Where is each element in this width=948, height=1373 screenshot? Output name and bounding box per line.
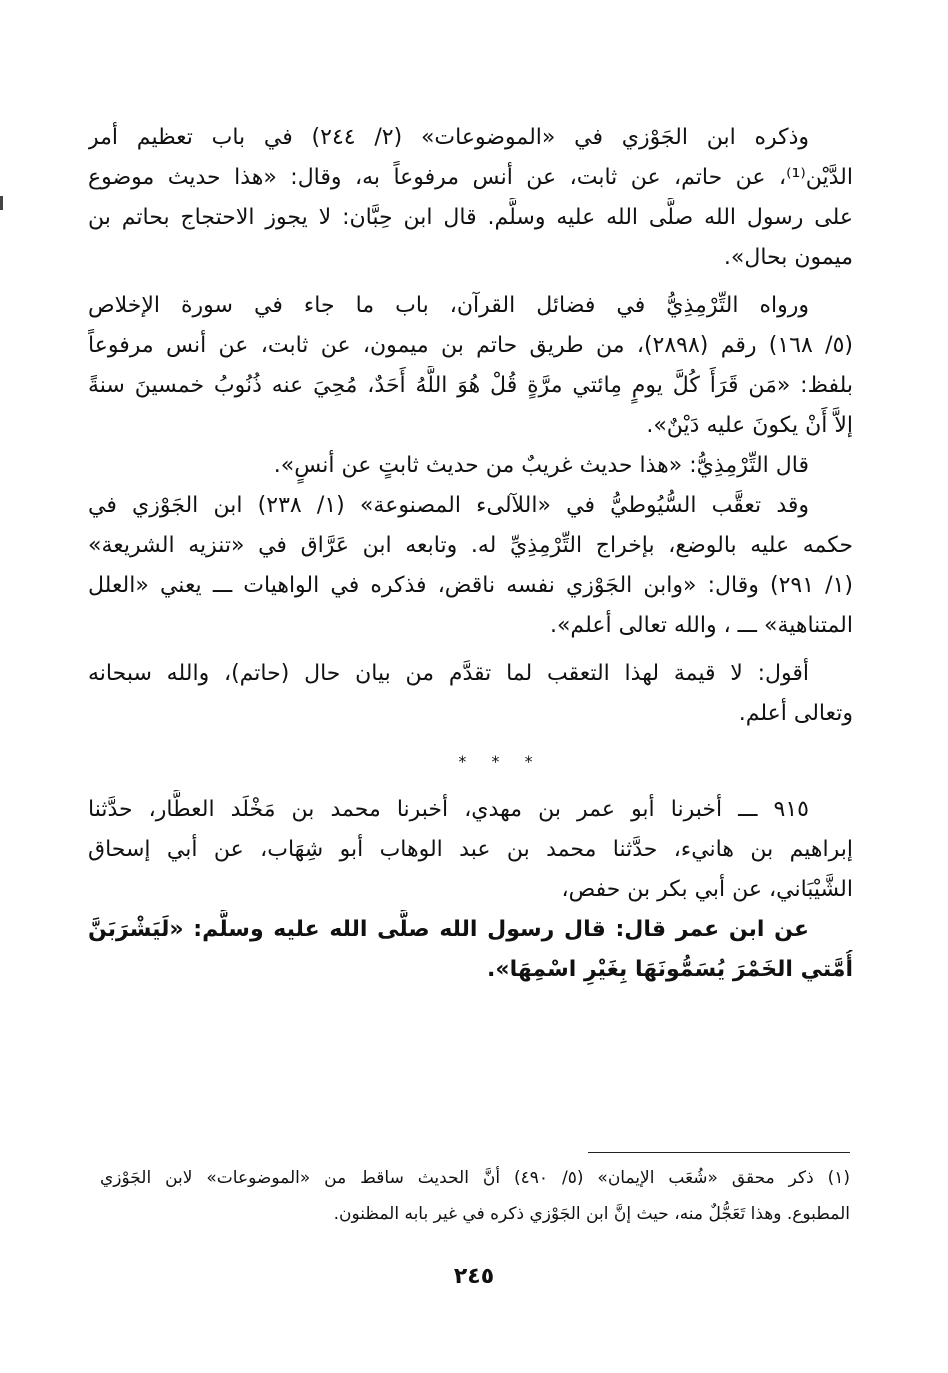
paragraph-5-line-2: وتعالى أعلم. [738,701,853,726]
page-body [88,118,853,990]
paragraph-4-line-2: حكمه عليه بالوضع، بإخراج التِّرْمِذِيِّ له. وتابعه ابن عَرَّاق في «تنزيه الشريعة» [88,533,853,558]
paragraph-1-line-3: على رسول الله صلَّى الله عليه وسلَّم. قال ابن حِبَّان: لا يجوز الاحتجاج بحاتم بن [88,205,853,230]
paragraph-1-line-1: وذكره ابن الجَوْزي في «الموضوعات» (٢/ ٢٤٤) في باب تعظيم أمر [88,125,810,150]
footnotes [100,1160,850,1232]
paragraph-4-line-3: (١/ ٢٩١) وقال: «وابن الجَوْزي نفسه ناقض، فذكره في الواهيات ـــ يعني «العلل [88,573,853,598]
hadith-915-line-1: ٩١٥ ـــ أخبرنا أبو عمر بن مهدي، أخبرنا محمد بن مَخْلَد العطَّار، حدَّثنا [88,797,809,822]
paragraph-3-line-1: قال التِّرْمِذِيُّ: «هذا حديث غريبٌ من حديث ثابتٍ عن أنسٍ». [273,453,809,478]
paragraph-2-line-2: (٥/ ١٦٨) رقم (٢٨٩٨)، من طريق حاتم بن ميمون، عن ثابت، عن أنس مرفوعاً [88,333,853,358]
hadith-text-line-2: أُمَّتي الخَمْرَ يُسَمُّونَهَا بِغَيْرِ اسْمِهَا». [487,957,853,982]
paragraph-4-line-1: وقد تعقَّب السُّيُوطيُّ في «اللآلىء المصنوعة» (١/ ٢٣٨) ابن الجَوْزي في [88,493,810,518]
hadith-915-line-2: إبراهيم بن هانيء، حدَّثنا محمد بن عبد الوهاب أبو شِهَاب، عن أبي إسحاق [88,837,853,862]
footnote-1-line-2: المطبوع. وهذا تَعَجُّلٌ منه، حيث إنَّ ابن الجَوْزي ذكره في غير بابه المظنون. [333,1204,850,1224]
paragraph-2-line-4: إلاَّ أَنْ يكونَ عليه دَيْنٌ». [646,413,853,438]
paragraph-2-line-1: ورواه التِّرْمِذِيُّ في فضائل القرآن، باب ما جاء في سورة الإخلاص [88,293,809,318]
hadith-text-line-1: عن ابن عمر قال: قال رسول الله صلَّى الله عليه وسلَّم: «لَيَشْرَبَنَّ [88,917,809,942]
paragraph-5-line-1: أقول: لا قيمة لهذا التعقب لما تقدَّم من بيان حال (حاتم)، والله سبحانه [88,661,809,686]
page-number: ٢٤٥ [453,1264,495,1289]
paragraph-2-line-3: بلفظ: «مَن قَرَأَ كُلَّ يومٍ مِائتي مرَّةٍ قُلْ هُوَ اللَّهُ أَحَدٌ، مُحِيَ عنه ذُنُوبُ خمسينَ سنةً [88,373,853,398]
section-separator: * * * [458,752,543,771]
footnote-1-line-1: (١) ذكر محقق «شُعَب الإيمان» (٥/ ٤٩٠) أنَّ الحديث ساقط من «الموضوعات» لابن الجَوْزي [100,1168,850,1188]
hadith-915-line-3: الشَّيْبَاني، عن أبي بكر بن حفص، [561,877,853,902]
footnote-divider [588,1152,850,1153]
paragraph-4-line-4: المتناهية» ـــ ، والله تعالى أعلم». [549,613,853,638]
margin-mark [0,196,3,210]
paragraph-1-line-4: ميمون بحال». [723,245,853,270]
paragraph-1-line-2: الدَّيْن⁽¹⁾، عن حاتم، عن ثابت، عن أنس مرفوعاً به، وقال: «هذا حديث موضوع [88,165,853,190]
